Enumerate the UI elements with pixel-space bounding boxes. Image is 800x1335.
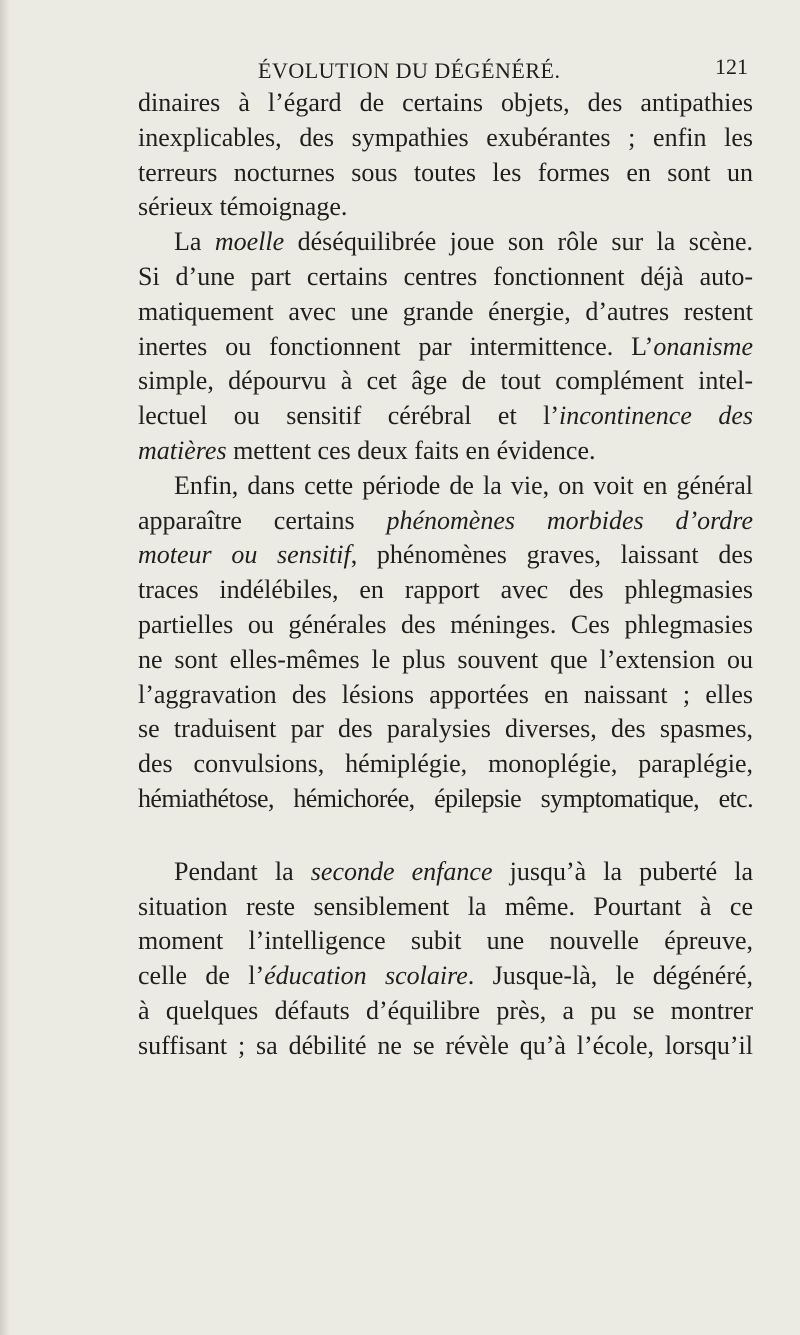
text-line: des convulsions, hémiplégie, monoplégie, paraplégie,	[138, 749, 753, 779]
text-line: situation reste sensiblement la même. Pourtant à ce	[138, 891, 753, 921]
text-line: suffisant ; sa débilité ne se révèle qu’à l’école, lorsqu’il	[138, 1030, 753, 1060]
emphasis: onanisme	[653, 331, 753, 361]
text-line: moment l’intelligence subit une nouvelle épreuve,	[138, 926, 753, 956]
text-line: ne sont elles-mêmes le plus souvent que l’extension ou	[138, 644, 753, 674]
text-line: partielles ou générales des méninges. Ces phlegmasies	[138, 609, 753, 639]
book-page	[138, 42, 753, 1064]
text-line: apparaître certains phénomènes morbides d’ordre	[138, 505, 753, 535]
emphasis: incontinence des	[559, 401, 753, 431]
text-line: celle de l’éducation scolaire. Jusque-là, le dégénéré,	[138, 961, 754, 991]
paragraph-gap	[138, 817, 753, 855]
text-line: Pendant la seconde enfance jusqu’à la puberté la	[174, 856, 753, 886]
body-text	[138, 86, 753, 1064]
header-title: ÉVOLUTION DU DÉGÉNÉRÉ.	[258, 58, 561, 83]
paragraph-4	[138, 855, 753, 1064]
text-line: lectuel ou sensitif cérébral et l’incontinence des	[138, 401, 753, 431]
paragraph-3	[138, 469, 753, 817]
paragraph-2	[138, 225, 753, 469]
text-line: l’aggravation des lésions apportées en naissant ; elles	[138, 679, 753, 709]
text-line: traces indélébiles, en rapport avec des phlegmasies	[138, 575, 753, 605]
emphasis: matières	[138, 435, 227, 465]
text-line: inexplicables, des sympathies exubérantes ; enfin les	[138, 122, 753, 152]
page-number: 121	[715, 54, 748, 79]
running-header	[138, 42, 753, 86]
text-line: se traduisent par des paralysies diverses, des spasmes,	[138, 714, 753, 744]
text-line: moteur ou sensitif, phénomènes graves, laissant des	[138, 540, 753, 570]
text-line: terreurs nocturnes sous toutes les formes en sont un	[138, 157, 753, 187]
emphasis: phénomènes morbides d’ordre	[386, 505, 753, 535]
text-line: simple, dépourvu à cet âge de tout complément intel-	[138, 366, 753, 396]
emphasis: moteur ou sensitif	[138, 540, 351, 570]
text-line: inertes ou fonctionnent par intermittence. L’onanisme	[138, 331, 753, 361]
text-line: hémiathétose, hémichorée, épilepsie symptomatique, etc.	[138, 783, 753, 813]
text-line: matières mettent ces deux faits en évidence.	[138, 435, 596, 465]
text-line: à quelques défauts d’équilibre près, a pu se montrer	[138, 995, 753, 1025]
text-line: sérieux témoignage.	[138, 192, 348, 222]
emphasis: éducation scolaire	[264, 961, 468, 991]
text-line: La moelle déséquilibrée joue son rôle sur la scène.	[174, 227, 753, 257]
text-line: Si d’une part certains centres fonctionnent déjà auto-	[138, 261, 753, 291]
page-edge-shadow	[0, 0, 10, 1335]
emphasis: moelle	[214, 227, 285, 257]
emphasis: seconde enfance	[310, 856, 493, 886]
paragraph-1	[138, 86, 753, 225]
text-line: dinaires à l’égard de certains objets, des antipathies	[138, 88, 753, 117]
text-line: Enfin, dans cette période de la vie, on voit en général	[174, 470, 753, 500]
text-line: matiquement avec une grande énergie, d’autres restent	[138, 296, 753, 326]
